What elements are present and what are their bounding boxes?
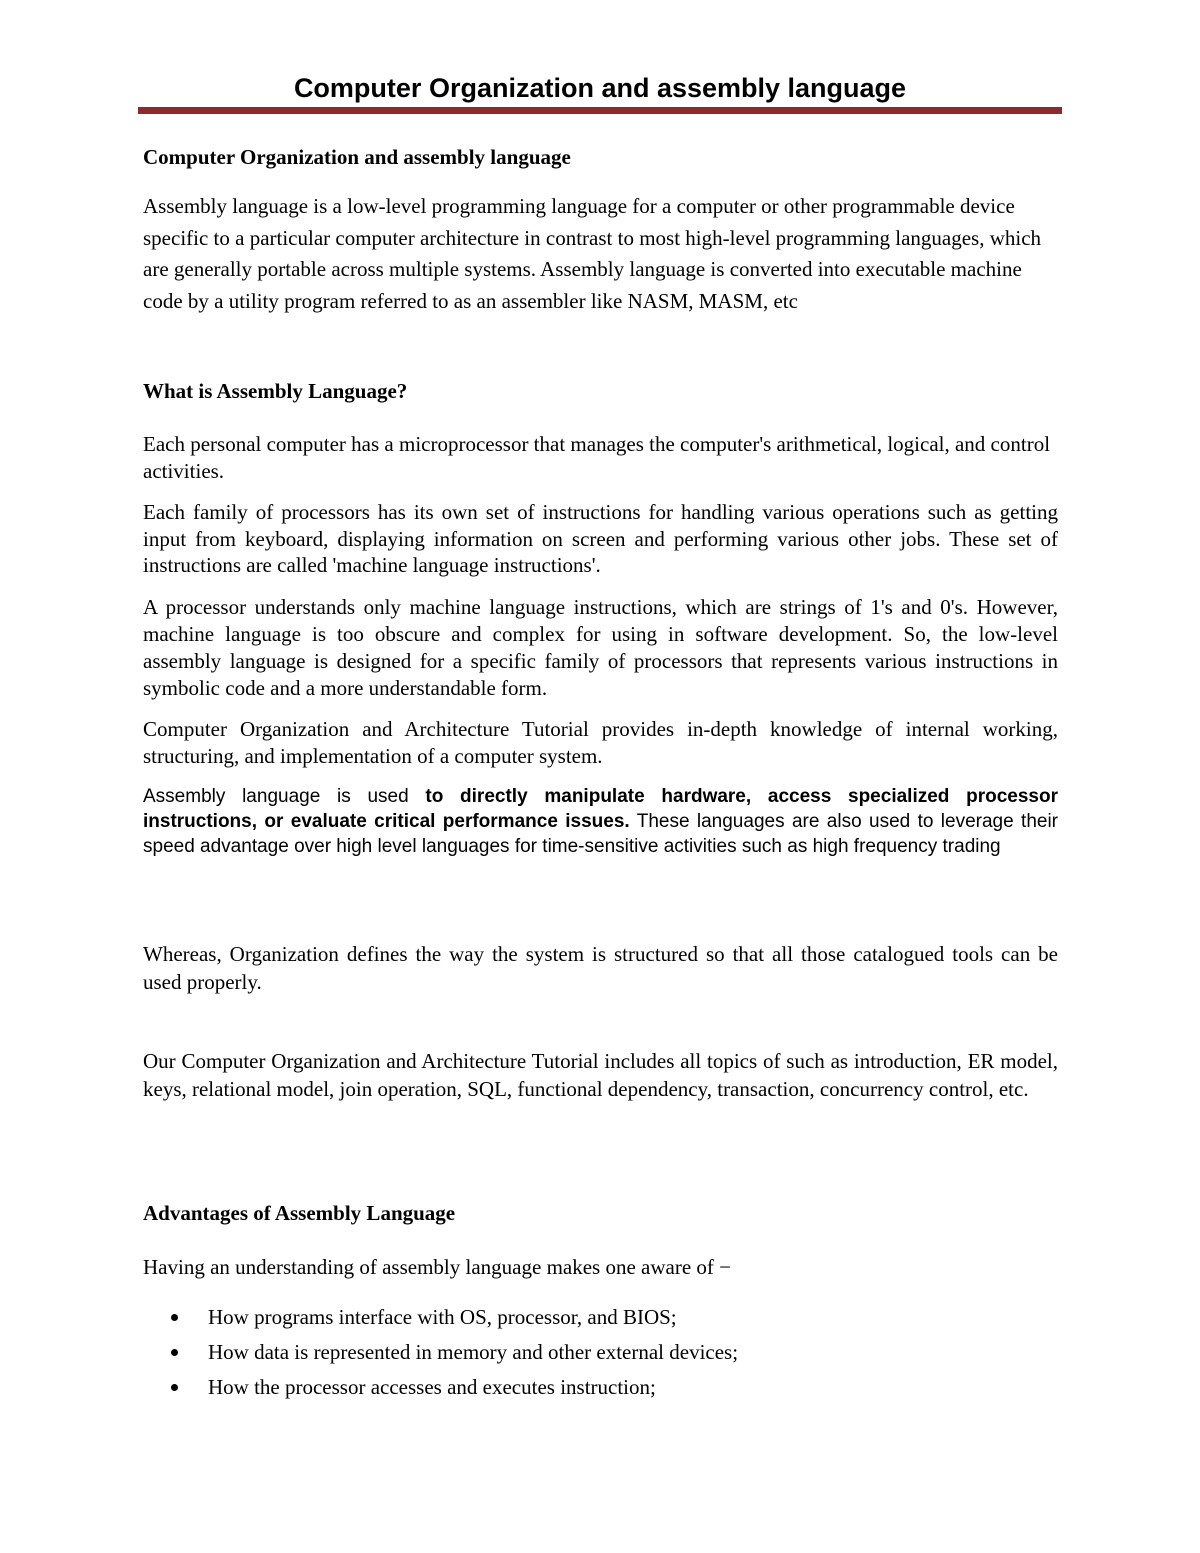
- advantages-intro: Having an understanding of assembly language makes one aware of −: [143, 1255, 731, 1279]
- paragraph-machine-language: A processor understands only machine language instructions, which are strings of 1's and 0's. However, machine language is too obscure and complex for using in software development. So, the low-level assembly language is designed for a specific family of processors that represents various instructions in symbolic code and a more understandable form.: [143, 595, 1058, 700]
- section-heading-what-is: What is Assembly Language?: [143, 379, 408, 403]
- list-item: [143, 1302, 1058, 1337]
- list-item-text: How the processor accesses and executes instruction;: [208, 1375, 656, 1399]
- assembly-uses-end: These languages are also used to leverage their speed advantage over high level languages for time-sensitive activities such as high frequency trading: [143, 811, 1058, 857]
- list-item: [143, 1372, 1058, 1407]
- paragraph-organization: Whereas, Organization defines the way the system is structured so that all those catalogued tools can be used properly.: [143, 942, 1058, 994]
- advantages-list: [143, 1302, 1058, 1407]
- header-divider: [138, 107, 1062, 114]
- list-item-text: How data is represented in memory and other external devices;: [208, 1340, 739, 1364]
- assembly-uses-bold: to directly manipulate hardware, access specialized processor instructions, or evaluate critical performance issues.: [143, 786, 1058, 832]
- paragraph-instruction-sets: Each family of processors has its own set of instructions for handling various operations such as getting input from keyboard, displaying information on screen and performing various other jobs. These set of instructions are called 'machine language instructions'.: [143, 500, 1058, 577]
- list-item: [143, 1337, 1058, 1372]
- paragraph-tutorial-overview: Computer Organization and Architecture Tutorial provides in-depth knowledge of internal working, structuring, and implementation of a computer system.: [143, 717, 1058, 768]
- section-heading-intro: Computer Organization and assembly language: [143, 145, 571, 169]
- bullet-icon: [171, 1314, 178, 1321]
- page-header-title: Computer Organization and assembly language: [293, 73, 907, 103]
- list-item-text: How programs interface with OS, processor, and BIOS;: [208, 1305, 677, 1329]
- intro-paragraph: Assembly language is a low-level programming language for a computer or other programmable device specific to a particular computer architecture in contrast to most high-level programming languages, which are generally portable across multiple systems. Assembly language is converted into executable machine code by a utility program referred to as an assembler like NASM, MASM, etc: [143, 194, 1042, 313]
- paragraph-assembly-uses: [143, 784, 1058, 859]
- section-heading-advantages: Advantages of Assembly Language: [143, 1201, 456, 1225]
- paragraph-tutorial-topics: Our Computer Organization and Architecture Tutorial includes all topics of such as introduction, ER model, keys, relational model, join operation, SQL, functional dependency, transaction, concurrency control, etc.: [143, 1049, 1058, 1101]
- assembly-uses-start: Assembly language is used: [143, 786, 426, 807]
- bullet-icon: [171, 1384, 178, 1391]
- paragraph-microprocessor: Each personal computer has a microprocessor that manages the computer's arithmetical, logical, and control activities.: [143, 432, 1051, 483]
- bullet-icon: [171, 1349, 178, 1356]
